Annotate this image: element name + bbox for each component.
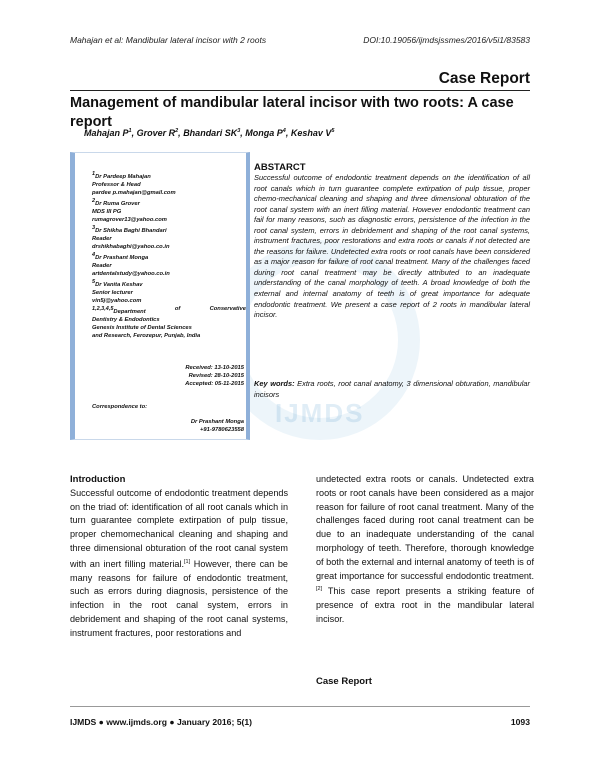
affiliation-line: Reader xyxy=(92,263,112,270)
page-number: 1093 xyxy=(510,717,530,727)
citation: [1] xyxy=(184,558,191,565)
department-line: Dentistry & Endodontics xyxy=(92,317,160,324)
author-mark: 1 xyxy=(128,128,132,134)
correspondence-phone: +91-9780623558 xyxy=(199,427,244,434)
affiliation-list xyxy=(92,170,246,340)
running-header-doi: DOI:10.19056/ijmdsjssmes/2016/v5i1/83583 xyxy=(363,35,530,45)
received-date: Received: 13-10-2015 xyxy=(185,365,244,371)
watermark-text: IJMDS xyxy=(275,398,365,428)
abstract-text: Successful outcome of endodontic treatment depends on the identification of all root canals which in turn guarantee complete extirpation of pulp tissue, proper chemo-mechanical cleaning and shaping and three dimensional obturation of the root canal system with an inert filling material. However endodontic treatment can fail for many reasons, such as diagnostic errors, persistence of the infection in the root canal system, errors in debridement and shaping of the root canal systems, instrument fractures, poor restorations and extra roots or canals if not detected are the reasons for failure. Undetected extra roots or root canals have been considered as a major reason for failure of root canal treatment. Many of the challenges faced during root canal treatment may be directly attributed to an inadequate understanding of the canal morphology of teeth. A broad knowledge of both the external and internal anatomy of teeth is of great importance for adequate endodontic treatment. We present a case report of 2 roots in mandibular lateral incisor. xyxy=(254,173,530,320)
affiliation-line: $^3$Dr Shikha Baghi Bhandari xyxy=(92,225,167,235)
revised-date: Revised: 28-10-2015 xyxy=(188,373,244,380)
case-report-heading: Case Report xyxy=(316,676,372,687)
submission-dates xyxy=(92,364,244,388)
author-name: Keshav V xyxy=(290,128,332,138)
affiliation-line: artdentalstudy@yahoo.co.in xyxy=(92,271,170,278)
keywords-label: Key words: xyxy=(254,379,295,388)
affiliation-line: $^1$Dr Pardeep Mahajan xyxy=(92,171,151,180)
intro-paragraph-right: undetected extra roots or canals. Undetected extra roots or root canals have been considered as a major reason for failure of root canal treatment. Many of the challenges faced during root canal treatment can be due to an inadequate understanding of the canal morphology of teeth. Therefore, thorough knowledge of both the external and internal anatomy of teeth is of great importance for successful endodontic treatment. xyxy=(316,474,534,581)
running-header-left: Mahajan et al: Mandibular lateral incisor with 2 roots xyxy=(70,35,267,45)
author-name: Bhandari SK xyxy=(183,128,238,138)
keywords xyxy=(254,379,530,400)
institute-line: and Research, Ferozepur, Punjab, India xyxy=(92,333,201,340)
section-label: Case Report xyxy=(438,70,530,87)
author-mark: 4 xyxy=(282,128,286,134)
affiliation-line: vin5j@yahoo.com xyxy=(92,298,142,305)
author-name: Monga P xyxy=(245,128,283,138)
affiliation-line: Senior lecturer xyxy=(92,290,133,297)
affiliation-line: $^5$Dr Vanita Keshav xyxy=(92,279,143,289)
correspondence-name: Dr Prashant Monga xyxy=(190,419,244,425)
author-mark: 5 xyxy=(331,128,335,134)
affiliation-line: MDS III PG xyxy=(92,209,122,216)
affiliation-line: rumagrover13@yahoo.com xyxy=(92,217,167,224)
affiliation-line: $^4$Dr Prashant Monga xyxy=(92,252,149,262)
paper-title: Management of mandibular lateral incisor with two roots: A case report xyxy=(70,95,514,130)
correspondence-label: Correspondence to: xyxy=(92,404,148,410)
affiliation-line: pardee p.mahajan@gmail.com xyxy=(92,190,176,197)
author-name: Grover R xyxy=(136,128,176,138)
affiliation-line: Reader xyxy=(92,236,112,243)
intro-paragraph-right-cont: This case report presents a striking feature of presence of extra root in the mandibular lateral incisor. xyxy=(316,586,534,624)
institute-line: Genesis Institute of Dental Sciences xyxy=(92,325,192,332)
author-mark: 2 xyxy=(175,128,179,134)
citation: [2] xyxy=(316,586,323,593)
intro-paragraph: Successful outcome of endodontic treatment depends on the triad of: identification of all root canals which in turn guarantee complete extirpation of pulp tissue, proper chemomechanical cleaning and shaping and three dimensional obturation of the root canal system with an inert filling material. xyxy=(70,487,288,569)
correspondence-details xyxy=(92,418,244,434)
section-divider xyxy=(70,90,530,91)
affiliation-line: $^2$Dr Ruma Grover xyxy=(92,198,140,207)
keywords-list: Extra roots, root canal anatomy, 3 dimensional obturation, mandibular incisors xyxy=(254,379,530,399)
author-mark: 3 xyxy=(237,128,241,134)
footer-divider xyxy=(70,706,530,707)
department-line: $^{1,2,3,4,5}$Department of Conservative xyxy=(92,306,246,316)
body-column-right xyxy=(316,473,534,627)
accepted-date: Accepted: 05-11-2015 xyxy=(185,381,244,388)
affiliation-line: Professor & Head xyxy=(92,181,141,188)
author-name: Mahajan P xyxy=(84,128,129,138)
footer-journal-info: IJMDS ● www.ijmds.org ● January 2016; 5(1) xyxy=(70,717,252,727)
affiliation-line: drshikhabaghi@yahoo.co.in xyxy=(92,244,170,251)
body-column-left xyxy=(70,473,288,641)
author-list: Mahajan $P^1$, Grover $R^2$, Bhandari $SK^3$, Monga $P^4$, Keshav $V^5$ xyxy=(84,128,335,138)
intro-paragraph-cont: However, there can be many reasons for failure of endodontic treatment, such as errors during diagnosis, persistence of the infection in the root canal system, errors in debridement and shaping of the root canal systems, instrument fractures, poor restorations and xyxy=(70,558,288,638)
abstract-heading: ABSTARCT xyxy=(254,162,306,173)
introduction-heading: Introduction xyxy=(70,474,126,485)
